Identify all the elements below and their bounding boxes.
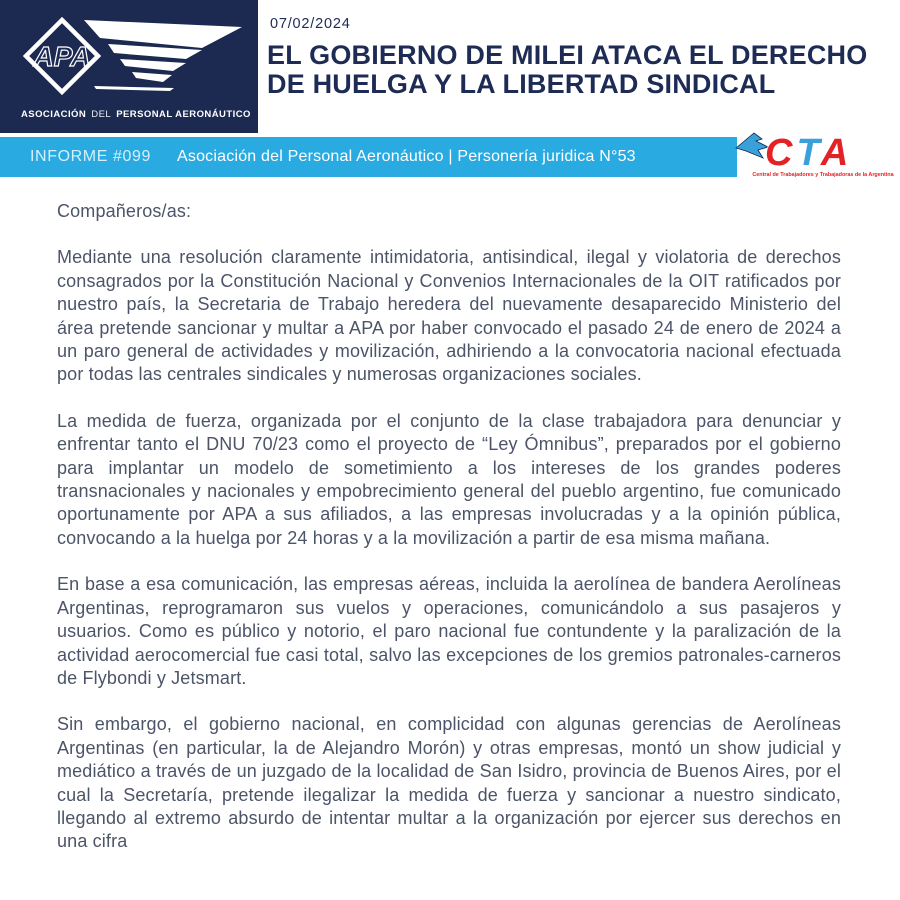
cta-bird-icon	[736, 133, 768, 158]
headline-line-2: DE HUELGA Y LA LIBERTAD SINDICAL	[267, 69, 776, 99]
info-banner	[0, 137, 737, 177]
cta-letter-t: T	[796, 132, 821, 174]
apa-logo	[0, 0, 258, 133]
apa-wing-diamond-icon	[12, 6, 248, 106]
cta-letter-c: C	[765, 132, 797, 174]
report-date: 07/02/2024	[270, 16, 351, 32]
report-number: INFORME #099	[30, 148, 152, 165]
cta-logo	[733, 127, 895, 186]
wing-icon	[84, 20, 242, 91]
cta-acronym	[765, 132, 852, 174]
apa-logo-tagline	[21, 109, 251, 120]
apa-acronym: APA	[33, 41, 91, 72]
salutation: Compañeros/as:	[57, 201, 192, 221]
paragraph-1: Mediante una resolución claramente intimidatoria, antisindical, ilegal y violatoria de derechos consagrados por la Constitución Nacional y Convenios Internacionales de la OIT ratificados por nuestro país, la Secretaria de Trabajo heredera del nuevamente desaparecido Ministerio del área pretende sancionar y multar a APA por haber convocado el pasado 24 de enero de 2024 a un paro general de actividades y movilización, adhiriendo a la convocatoria nacional efectuada por todas las centrales sindicales y numerosas organizaciones sociales.	[57, 247, 841, 385]
organization-line: Asociación del Personal Aeronáutico | Personería juridica N°53	[177, 148, 636, 165]
tagline-part-3: PERSONAL AERONÁUTICO	[116, 109, 251, 120]
document-body	[57, 200, 841, 877]
tagline-part-1: ASOCIACIÓN	[21, 109, 87, 120]
tagline-part-2: DEL	[91, 109, 112, 120]
cta-logo-icon	[733, 127, 895, 181]
paragraph-2: La medida de fuerza, organizada por el conjunto de la clase trabajadora para denunciar y enfrentar tanto el DNU 70/23 como el proyecto de “Ley Ómnibus”, preparados por el gobierno para implantar un modelo de sometimiento a los intereses de los grandes poderes transnacionales y nacionales y empobrecimiento general del pueblo argentino, fue comunicado oportunamente por APA a sus afiliados, a las empresas involucradas y a la opinión pública, convocando a la huelga por 24 horas y a la movilización a partir de esa misma mañana.	[57, 410, 841, 548]
cta-letter-a: A	[820, 132, 853, 174]
paragraph-4: Sin embargo, el gobierno nacional, en complicidad con algunas gerencias de Aerolíneas Argentinas (en particular, la de Alejandro Morón) y otras empresas, montó un show judicial y mediático a través de un juzgado de la localidad de San Isidro, provincia de Buenos Aires, por el cual la Secretaría, pretende ilegalizar la medida de fuerza y sancionar a nuestro sindicato, llegando al extremo absurdo de intentar multar a la organización por ejercer sus derechos en una cifra	[57, 714, 841, 852]
headline-line-1: EL GOBIERNO DE MILEI ATACA EL DERECHO	[267, 40, 868, 70]
headline	[267, 41, 867, 99]
paragraph-3: En base a esa comunicación, las empresas aéreas, incluida la aerolínea de bandera Aerolíneas Argentinas, reprogramaron sus vuelos y operaciones, comunicándolo a sus pasajeros y usuarios. Como es público y notorio, el paro nacional fue contundente y la paralización de la actividad aerocomercial fue casi total, salvo las excepciones de los gremios patronales-carneros de Flybondi y Jetsmart.	[57, 574, 841, 688]
cta-tagline: Central de Trabajadores y Trabajadoras de la Argentina	[752, 172, 894, 178]
